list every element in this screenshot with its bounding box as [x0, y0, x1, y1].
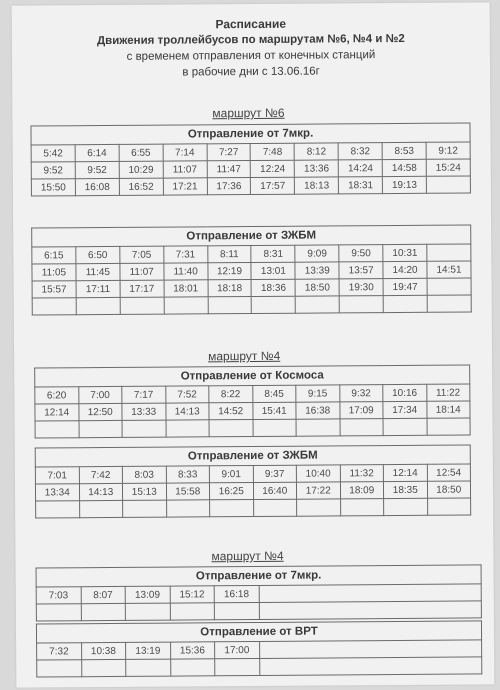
time-cell: 6:50	[76, 246, 120, 263]
route-title: маршрут №6	[212, 105, 285, 121]
time-cell: 14:58	[382, 159, 426, 176]
time-cell: 8:45	[252, 385, 296, 402]
table-row	[36, 601, 481, 621]
time-cell: 18:14	[426, 401, 470, 418]
time-cell: 14:20	[383, 261, 427, 278]
time-cell: 17:34	[383, 401, 427, 418]
header-title: Расписание	[215, 16, 287, 32]
table-row	[37, 657, 482, 677]
time-cell: 8:53	[382, 142, 426, 159]
time-cell: 7:03	[36, 587, 81, 604]
time-cell: 10:38	[81, 642, 126, 659]
time-cell: 17:00	[215, 641, 260, 658]
time-cell: 13:39	[295, 262, 339, 279]
time-cell: 15:13	[122, 483, 166, 500]
time-cell: 11:32	[340, 465, 384, 482]
time-cell: 9:52	[31, 162, 75, 179]
time-cell: 10:31	[383, 244, 427, 261]
time-cell	[427, 278, 471, 295]
header-line-3: с временем отправления от конечных станций	[126, 49, 376, 63]
time-cell: 18:18	[208, 280, 252, 297]
route-1-table-2	[31, 224, 472, 315]
time-cell: 18:50	[295, 279, 339, 296]
time-cell: 12:50	[78, 403, 122, 420]
time-cell: 10:29	[119, 161, 163, 178]
table-row	[36, 498, 471, 518]
time-cell: 8:03	[122, 466, 166, 483]
time-cell: 8:22	[209, 386, 253, 403]
time-cell: 8:12	[294, 143, 338, 160]
time-cell: 13:34	[35, 484, 79, 501]
time-cell: 16:25	[209, 483, 253, 500]
time-cell: 14:51	[427, 261, 471, 278]
time-cell: 13:19	[126, 642, 171, 659]
table-row	[35, 418, 470, 438]
time-cell: 11:45	[76, 263, 120, 280]
time-cell: 7:52	[165, 386, 209, 403]
header-line-4: в рабочие дни с 13.06.16г	[182, 65, 320, 79]
time-cell: 14:13	[165, 403, 209, 420]
time-cell: 7:17	[122, 386, 166, 403]
time-cell: 15:41	[252, 402, 296, 419]
time-cell: 11:22	[426, 384, 470, 401]
time-cell: 7:27	[207, 144, 251, 161]
time-cell: 12:54	[427, 464, 471, 481]
time-cell: 19:47	[383, 278, 427, 295]
time-cell: 13:36	[295, 160, 339, 177]
time-cell: 14:24	[338, 160, 382, 177]
route-3-table-1	[36, 564, 482, 621]
time-cell: 18:36	[251, 279, 295, 296]
time-cell	[426, 176, 470, 193]
time-cell: 7:42	[79, 466, 123, 483]
time-cell: 17:11	[76, 280, 120, 297]
time-cell: 11:05	[32, 264, 76, 281]
time-cell: 16:52	[119, 178, 163, 195]
time-cell: 17:57	[251, 177, 295, 194]
time-cell	[427, 244, 471, 261]
time-cell: 11:07	[163, 161, 207, 178]
time-cell: 9:37	[253, 465, 297, 482]
time-cell: 6:15	[32, 247, 76, 264]
time-cell: 15:58	[166, 483, 210, 500]
route-2-table-1	[34, 364, 470, 438]
time-cell: 7:14	[163, 144, 207, 161]
time-cell: 18:31	[339, 177, 383, 194]
route-1-table-1	[30, 122, 470, 196]
timetable-header	[12, 14, 490, 81]
time-cell: 6:20	[35, 387, 79, 404]
time-cell: 8:07	[81, 586, 126, 603]
time-cell: 17:09	[339, 402, 383, 419]
time-cell: 12:14	[35, 404, 79, 421]
time-cell: 15:12	[170, 586, 215, 603]
time-cell: 12:24	[251, 160, 295, 177]
time-cell: 15:36	[170, 642, 215, 659]
time-cell: 18:13	[295, 177, 339, 194]
time-cell: 8:31	[251, 245, 295, 262]
table-row	[31, 176, 470, 196]
time-cell: 18:01	[164, 280, 208, 297]
time-cell: 13:09	[125, 586, 170, 603]
time-cell: 6:55	[119, 144, 163, 161]
table-row	[32, 295, 471, 315]
time-cell: 11:07	[120, 263, 164, 280]
time-cell: 7:31	[163, 246, 207, 263]
route-title: маршрут №4	[211, 548, 284, 564]
time-cell: 17:36	[207, 178, 251, 195]
departure-label: Отправление от 7мкр.	[31, 123, 470, 145]
time-cell: 8:11	[207, 246, 251, 263]
time-cell: 9:01	[209, 466, 253, 483]
time-cell: 13:01	[251, 262, 295, 279]
time-cell: 16:08	[75, 178, 119, 195]
header-subtitle: Движения троллейбусов по маршрутам №6, №4 и №2	[96, 32, 405, 48]
time-cell: 15:50	[31, 179, 75, 196]
time-cell: 7:01	[35, 467, 79, 484]
time-cell: 14:52	[209, 403, 253, 420]
time-cell: 16:18	[214, 585, 259, 602]
departure-label: Отправление от 7мкр.	[36, 565, 481, 587]
time-cell: 10:40	[296, 465, 340, 482]
time-cell: 18:50	[427, 481, 471, 498]
departure-label: Отправление от ВРТ	[36, 621, 481, 643]
time-cell: 17:22	[296, 482, 340, 499]
time-cell: 7:05	[120, 246, 164, 263]
time-cell: 14:13	[79, 483, 123, 500]
time-cell: 9:52	[75, 161, 119, 178]
time-cell: 12:14	[383, 464, 427, 481]
time-cell: 7:48	[251, 143, 295, 160]
time-cell: 19:30	[339, 279, 383, 296]
time-cell: 11:47	[207, 161, 251, 178]
time-cell: 15:24	[426, 159, 470, 176]
time-cell: 7:00	[78, 386, 122, 403]
time-cell: 7:32	[37, 643, 82, 660]
time-cell: 13:57	[339, 262, 383, 279]
departure-label: Отправление от Космоса	[35, 365, 470, 387]
route-2-table-2	[35, 444, 471, 518]
time-cell: 10:16	[383, 384, 427, 401]
time-cell: 9:12	[426, 142, 470, 159]
route-3-table-2	[36, 620, 482, 677]
departure-label: Отправление от ЗЖБМ	[35, 445, 470, 467]
time-cell: 9:15	[296, 385, 340, 402]
time-cell: 5:42	[31, 145, 75, 162]
time-cell: 13:33	[122, 403, 166, 420]
time-cell: 18:35	[383, 481, 427, 498]
time-cell: 16:40	[253, 482, 297, 499]
time-cell: 6:14	[75, 144, 119, 161]
time-cell: 9:32	[339, 385, 383, 402]
time-cell: 18:09	[340, 482, 384, 499]
time-cell: 9:09	[295, 245, 339, 262]
time-cell: 11:40	[164, 263, 208, 280]
departure-label: Отправление от ЗЖБМ	[32, 225, 471, 247]
route-title: маршрут №4	[208, 348, 281, 364]
time-cell: 8:32	[338, 143, 382, 160]
timetable-sheet	[12, 2, 495, 687]
time-cell: 19:13	[382, 176, 426, 193]
time-cell: 8:33	[166, 466, 210, 483]
time-cell: 15:57	[32, 281, 76, 298]
time-cell: 9:50	[339, 245, 383, 262]
time-cell: 12:19	[207, 263, 251, 280]
time-cell: 17:17	[120, 280, 164, 297]
time-cell: 16:38	[296, 402, 340, 419]
time-cell: 17:21	[163, 178, 207, 195]
